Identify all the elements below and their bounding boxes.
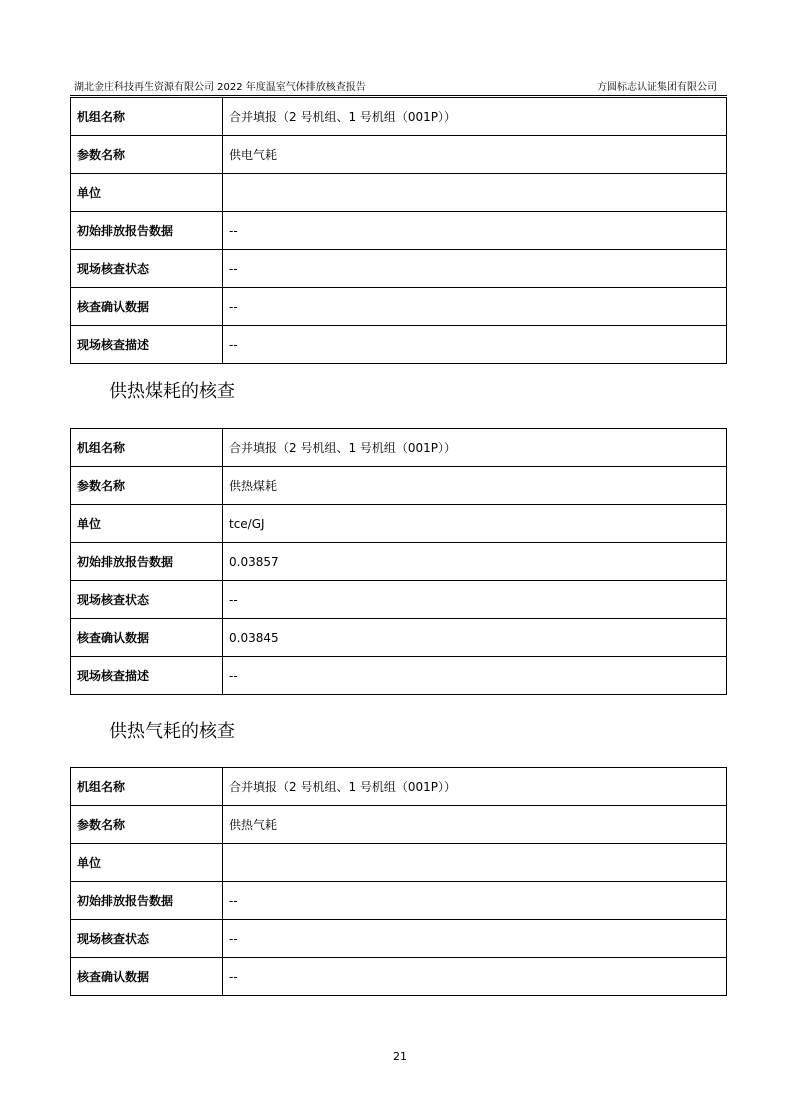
row-key: 核查确认数据 (71, 288, 223, 326)
row-key: 参数名称 (71, 806, 223, 844)
table-row (71, 136, 727, 174)
row-value: -- (223, 657, 727, 695)
table-row (71, 768, 727, 806)
row-value: -- (223, 212, 727, 250)
row-key: 单位 (71, 844, 223, 882)
row-key: 参数名称 (71, 467, 223, 505)
row-key: 机组名称 (71, 429, 223, 467)
row-value: -- (223, 288, 727, 326)
table-row (71, 920, 727, 958)
table-row (71, 844, 727, 882)
row-key: 机组名称 (71, 98, 223, 136)
row-value: -- (223, 958, 727, 996)
table-row (71, 806, 727, 844)
row-value: 供热煤耗 (223, 467, 727, 505)
row-value: 合并填报（2 号机组、1 号机组（001P）） (223, 98, 727, 136)
header-divider (70, 95, 727, 96)
row-value: -- (223, 250, 727, 288)
row-value: -- (223, 882, 727, 920)
row-key: 初始排放报告数据 (71, 212, 223, 250)
row-key: 现场核查状态 (71, 920, 223, 958)
section-title-heating-gas: 供热气耗的核查 (109, 721, 235, 742)
table-row (71, 250, 727, 288)
table-row (71, 326, 727, 364)
row-key: 现场核查描述 (71, 657, 223, 695)
table-row (71, 467, 727, 505)
table-row (71, 619, 727, 657)
table-row (71, 429, 727, 467)
table-row (71, 543, 727, 581)
row-key: 单位 (71, 505, 223, 543)
row-value (223, 174, 727, 212)
row-value: 0.03845 (223, 619, 727, 657)
table-heating-coal-consumption (70, 428, 727, 695)
section-title-heating-coal: 供热煤耗的核查 (109, 381, 235, 402)
table-row (71, 98, 727, 136)
row-key: 单位 (71, 174, 223, 212)
table-heating-gas-consumption (70, 767, 727, 996)
row-value: tce/GJ (223, 505, 727, 543)
row-value: -- (223, 326, 727, 364)
row-key: 核查确认数据 (71, 619, 223, 657)
page-number: 21 (393, 1050, 407, 1063)
row-value: 供电气耗 (223, 136, 727, 174)
table-row (71, 174, 727, 212)
page-header (70, 80, 727, 96)
row-key: 初始排放报告数据 (71, 882, 223, 920)
table-row (71, 505, 727, 543)
header-report-title: 湖北金庄科技再生资源有限公司 2022 年度温室气体排放核查报告 (74, 82, 366, 93)
table-row (71, 657, 727, 695)
row-value: 合并填报（2 号机组、1 号机组（001P）） (223, 429, 727, 467)
row-key: 机组名称 (71, 768, 223, 806)
header-company: 方圆标志认证集团有限公司 (597, 82, 717, 93)
table-row (71, 958, 727, 996)
row-value: 0.03857 (223, 543, 727, 581)
row-key: 参数名称 (71, 136, 223, 174)
row-key: 初始排放报告数据 (71, 543, 223, 581)
table-row (71, 212, 727, 250)
row-value: -- (223, 581, 727, 619)
row-key: 现场核查状态 (71, 581, 223, 619)
table-row (71, 288, 727, 326)
row-key: 核查确认数据 (71, 958, 223, 996)
row-key: 现场核查状态 (71, 250, 223, 288)
row-key: 现场核查描述 (71, 326, 223, 364)
table-power-gas-consumption (70, 97, 727, 364)
table-row (71, 882, 727, 920)
row-value: 合并填报（2 号机组、1 号机组（001P）） (223, 768, 727, 806)
row-value: 供热气耗 (223, 806, 727, 844)
table-row (71, 581, 727, 619)
row-value (223, 844, 727, 882)
row-value: -- (223, 920, 727, 958)
